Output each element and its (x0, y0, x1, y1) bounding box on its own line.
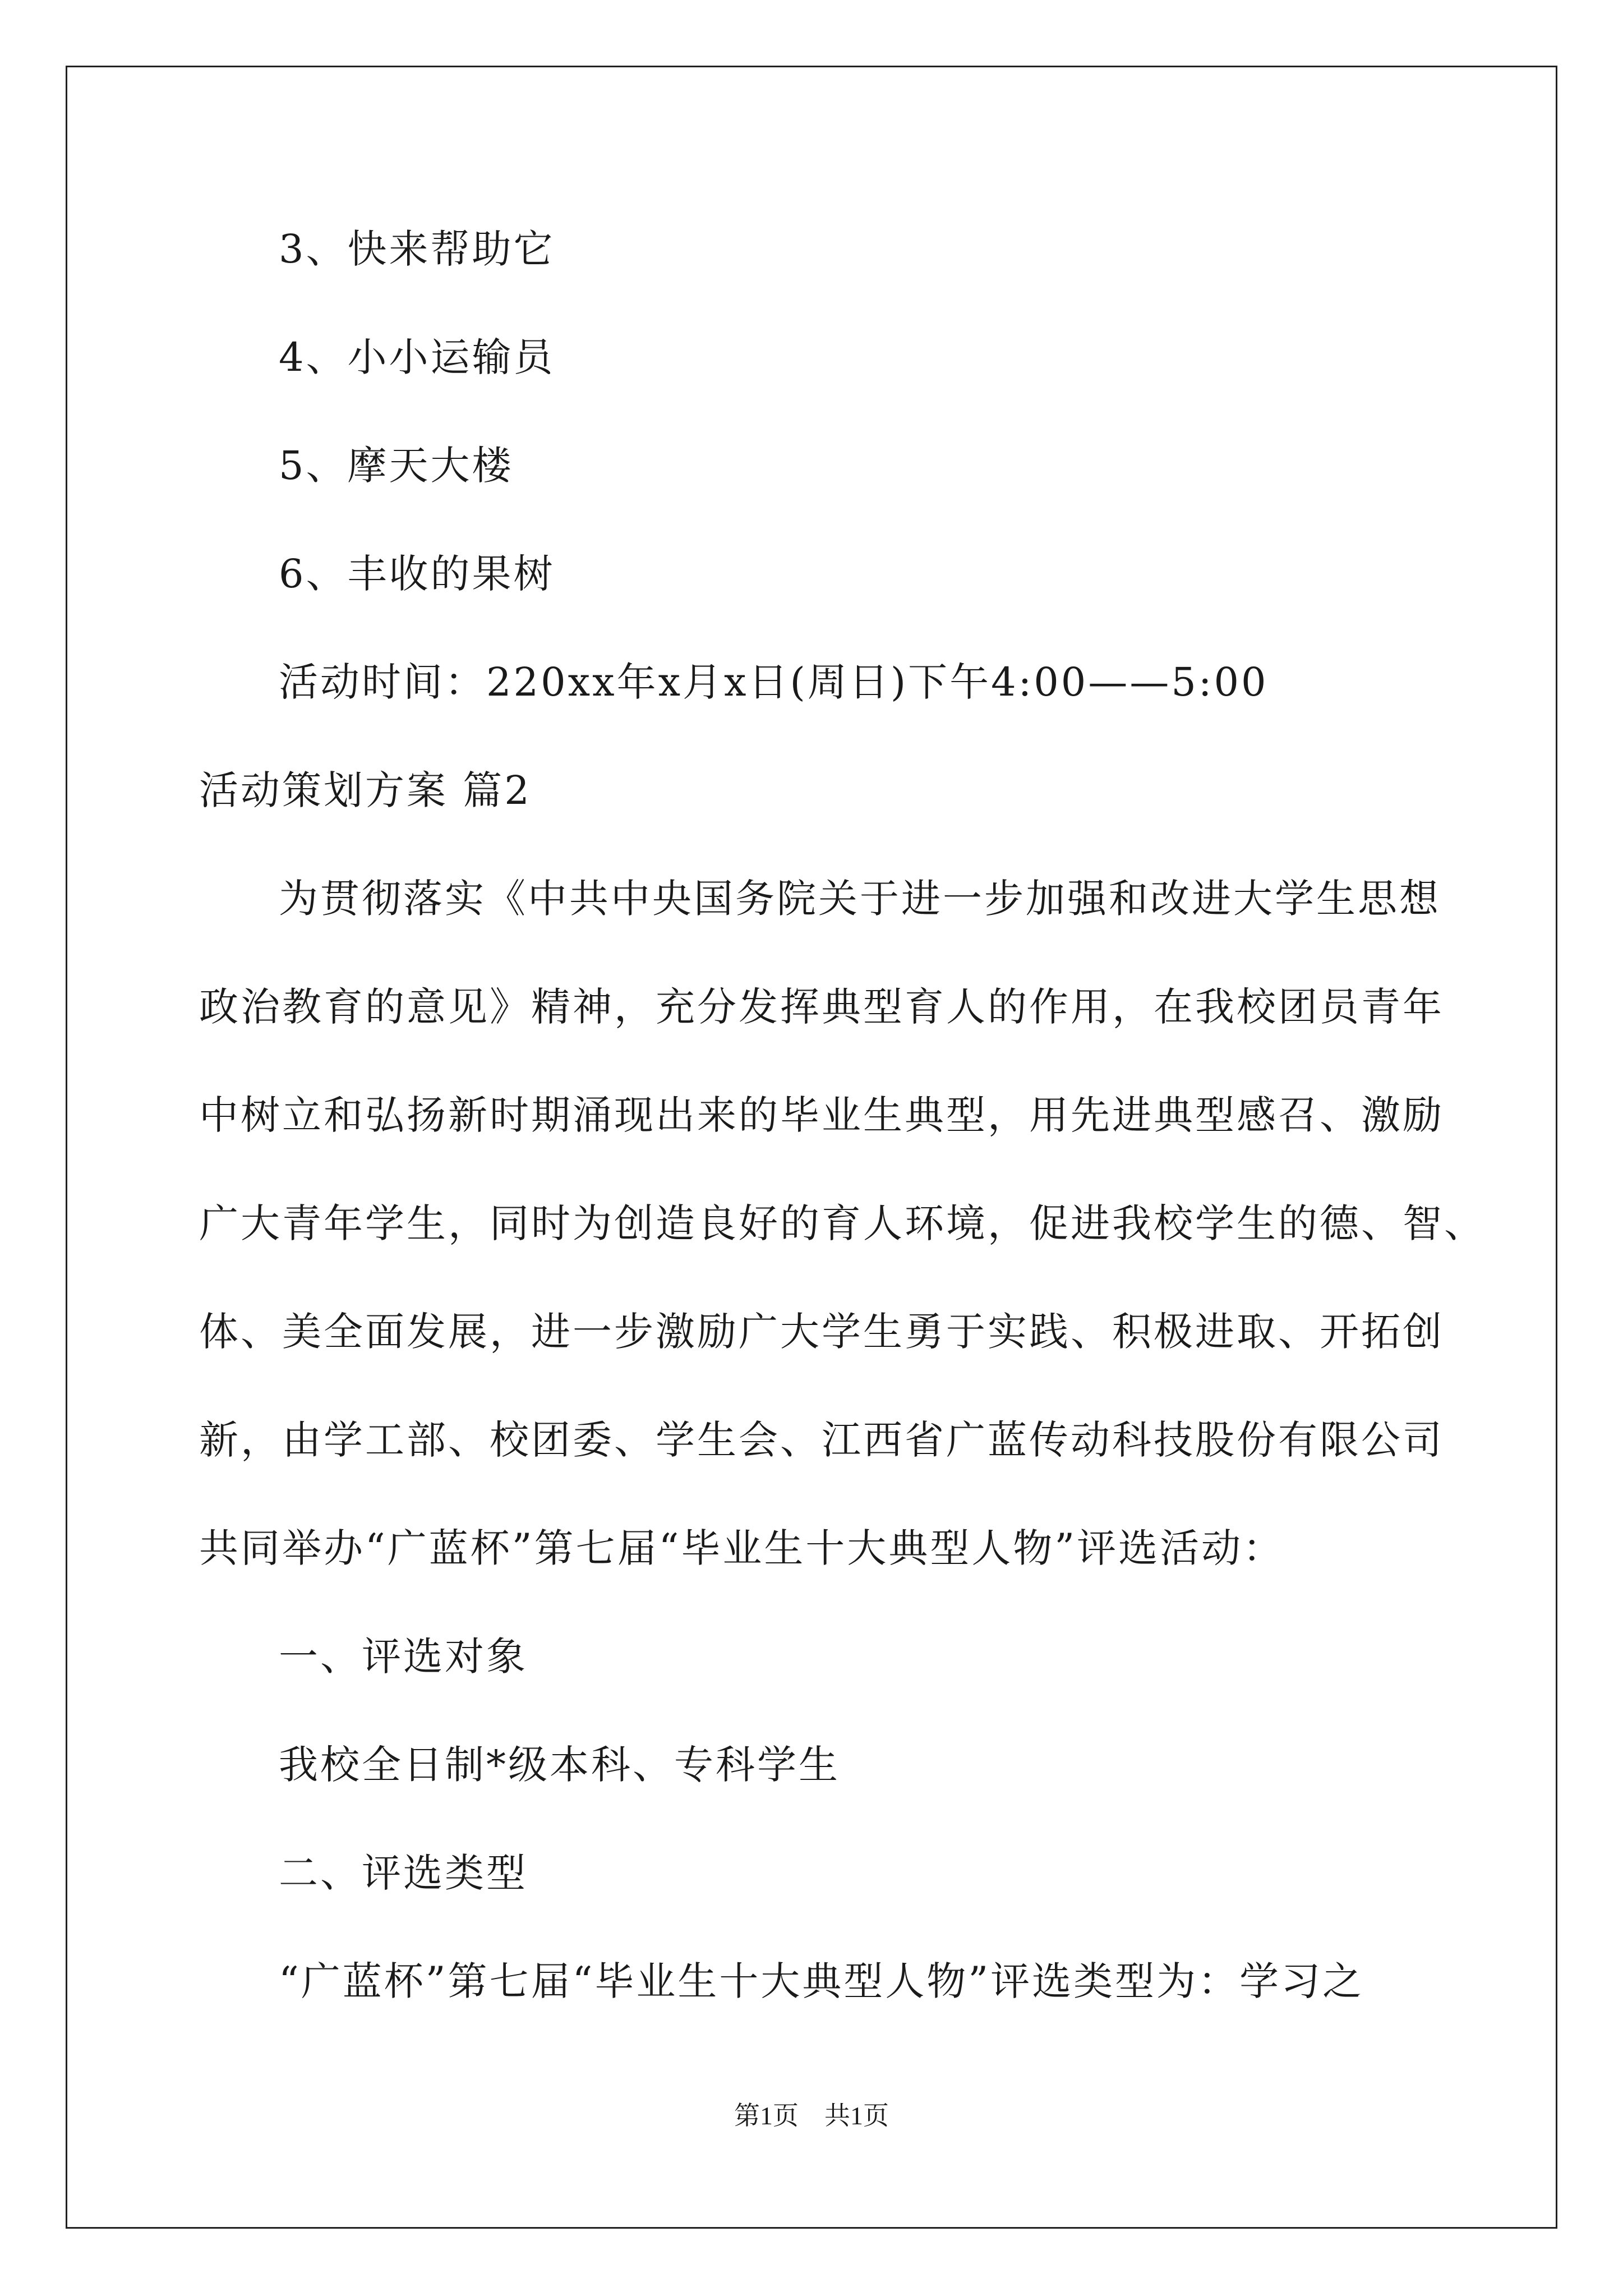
paragraph-line: 体、美全面发展，进一步激励广大学生勇于实践、积极进取、开拓创 (199, 1309, 1444, 1355)
list-item-6: 6、丰收的果树 (279, 551, 555, 597)
paragraph-line: 政治教育的意见》精神，充分发挥典型育人的作用，在我校团员青年 (199, 984, 1444, 1030)
list-item-3: 3、快来帮助它 (279, 226, 555, 272)
activity-time: 活动时间：220xx年x月x日(周日)下午4:00——5:00 (279, 659, 1269, 705)
paragraph-line: 新，由学工部、校团委、学生会、江西省广蓝传动科技股份有限公司 (199, 1417, 1444, 1463)
paragraph-line: 中树立和弘扬新时期涌现出来的毕业生典型，用先进典型感召、激励 (199, 1092, 1444, 1138)
page-border (66, 66, 1557, 2229)
page-footer (0, 2099, 1623, 2133)
eval-type-text: “广蓝杯”第七届“毕业生十大典型人物”评选类型为：学习之 (279, 1958, 1364, 2004)
paragraph-line: 共同举办“广蓝杯”第七届“毕业生十大典型人物”评选活动： (199, 1525, 1285, 1571)
section-heading: 活动策划方案 篇2 (199, 767, 532, 813)
paragraph-line: 广大青年学生，同时为创造良好的育人环境，促进我校学生的德、智、 (199, 1200, 1486, 1246)
eval-target-text: 我校全日制*级本科、专科学生 (279, 1742, 840, 1788)
paragraph-line: 为贯彻落实《中共中央国务院关于进一步加强和改进大学生思想 (279, 876, 1441, 922)
page-number: 第1页 (734, 2101, 799, 2130)
page-total: 共1页 (824, 2101, 889, 2130)
subheading-eval-target: 一、评选对象 (279, 1634, 528, 1680)
list-item-4: 4、小小运输员 (279, 334, 555, 380)
subheading-eval-type: 二、评选类型 (279, 1850, 528, 1896)
list-item-5: 5、摩天大楼 (279, 443, 514, 489)
